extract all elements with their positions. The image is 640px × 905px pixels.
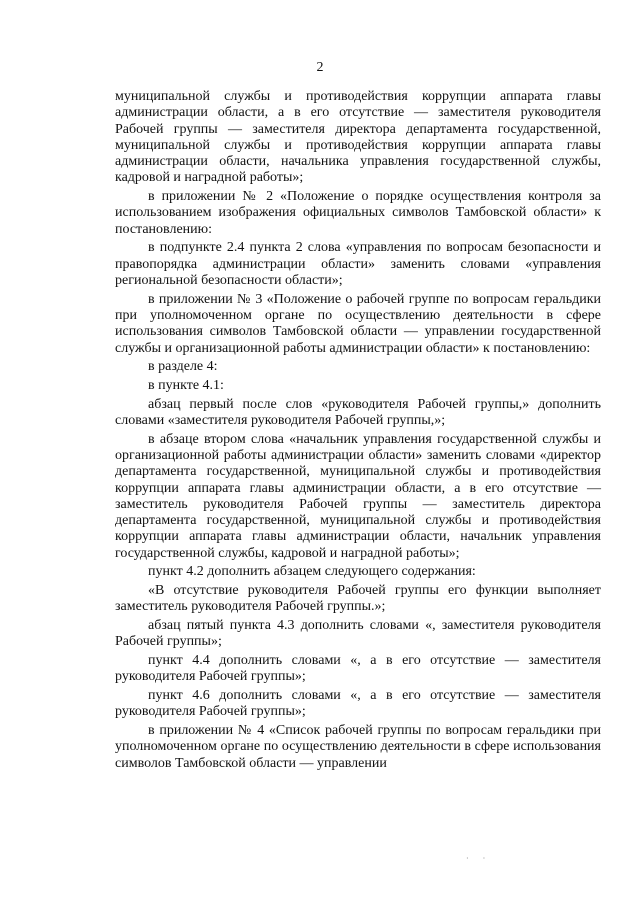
paragraph: в подпункте 2.4 пункта 2 слова «управления по вопросам безопасности и правопорядка администрации области» заменить словами «управления региональной безопасности области»; <box>115 240 601 289</box>
paragraph: в приложении № 3 «Положение о рабочей группе по вопросам геральдики при уполномоченном органе по осуществлению деятельности в сфере использования символов Тамбовской области — управлении государственной службы и организационной работы администрации области» к постановлению: <box>115 291 601 356</box>
paragraph: абзац первый после слов «руководителя Рабочей группы,» дополнить словами «заместителя руководителя Рабочей группы,»; <box>115 396 601 428</box>
paragraph: пункт 4.4 дополнить словами «, а в его отсутствие — заместителя руководителя Рабочей группы»; <box>115 653 601 685</box>
paragraph: «В отсутствие руководителя Рабочей группы его функции выполняет заместитель руководителя Рабочей группы.»; <box>115 583 601 615</box>
paragraph: в пункте 4.1: <box>148 378 224 393</box>
paragraph: в приложении № 2 «Положение о порядке осуществления контроля за использованием изображения официальных символов Тамбовской области» к постановлению: <box>115 189 601 237</box>
paragraph: абзац пятый пункта 4.3 дополнить словами «, заместителя руководителя Рабочей группы»; <box>115 618 601 650</box>
page-number: 2 <box>316 60 324 75</box>
paragraph: пункт 4.2 дополнить абзацем следующего содержания: <box>148 564 476 580</box>
paragraph: муниципальной службы и противодействия коррупции аппарата главы администрации области, а в его отсутствие — заместителя руководителя Рабочей группы — заместителя директора департамента государственной, муниципальной службы и противодействия коррупции аппарата главы администрации области, начальника управления государственной службы, кадровой и наградной работы»; <box>115 89 601 186</box>
paragraph: в разделе 4: <box>148 359 218 375</box>
paragraph: в абзаце втором слова «начальник управления государственной службы и организационной работы администрации области» заменить словами «директор департамента государственной, муниципальной службы и противодействия коррупции аппарата главы администрации области, а в его отсутствие — заместитель руководителя Рабочей группы — заместитель директора департамента государственной, муниципальной службы и противодействия коррупции аппарата главы администрации области, начальник управления государственной службы, кадровой и наградной работы»; <box>115 431 601 561</box>
document-body <box>115 89 601 772</box>
paragraph: в приложении № 4 «Список рабочей группы по вопросам геральдики при уполномоченном органе по осуществлению деятельности в сфере использования символов Тамбовской области — управлении <box>115 723 601 771</box>
scan-artifact: · · <box>466 854 492 863</box>
paragraph: пункт 4.6 дополнить словами «, а в его отсутствие — заместителя руководителя Рабочей группы»; <box>115 688 601 720</box>
